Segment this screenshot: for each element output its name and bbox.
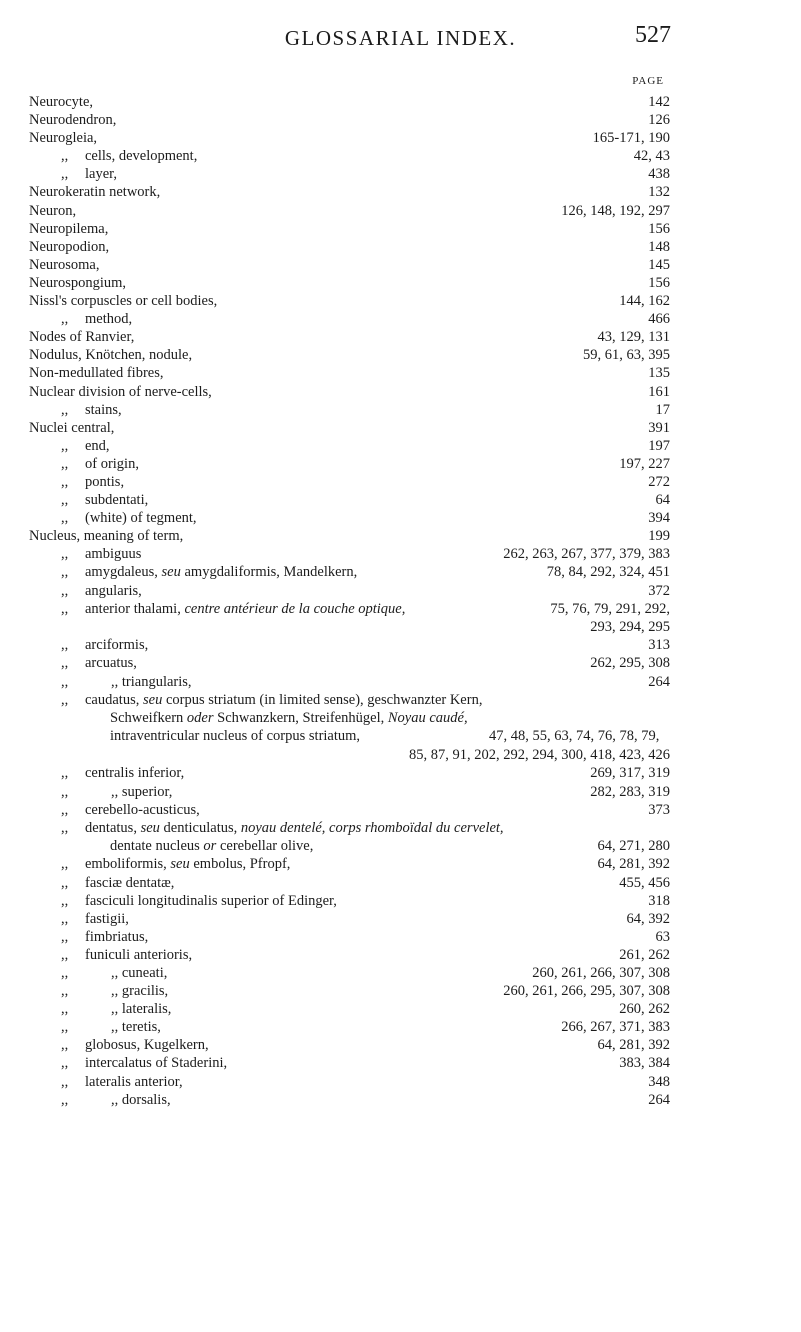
entry-pages: 293, 294, 295 — [590, 618, 670, 635]
entry-term: intercalatus of Staderini, — [85, 1055, 228, 1072]
entry-term: Nodes of Ranvier, — [29, 329, 135, 346]
entry-pages: 132 — [648, 184, 670, 201]
ditto-mark: ,, — [61, 510, 69, 527]
entry-term: Neurospongium, — [29, 274, 127, 291]
entry-pages: 394 — [648, 510, 670, 527]
ditto-mark: ,, — [61, 546, 69, 563]
index-entry — [0, 419, 801, 437]
ditto-mark: ,, — [61, 600, 69, 617]
index-entry — [0, 691, 801, 709]
ditto-mark: ,, — [61, 801, 69, 818]
entry-pages: 262, 263, 267, 377, 379, 383 — [503, 546, 670, 563]
ditto-mark: ,, — [61, 582, 69, 599]
entry-term: ,, triangularis, — [111, 673, 192, 690]
index-entry — [0, 165, 801, 183]
entry-term: dentate nucleus or cerebellar olive, — [110, 837, 314, 854]
index-entry — [0, 1054, 801, 1072]
entry-term: ,, lateralis, — [111, 1001, 172, 1018]
entry-pages: 126, 148, 192, 297 — [561, 202, 670, 219]
index-entry — [0, 455, 801, 473]
entry-pages: 373 — [648, 801, 670, 818]
ditto-mark: ,, — [61, 148, 69, 165]
ditto-mark: ,, — [61, 655, 69, 672]
entry-term: ,, gracilis, — [111, 983, 169, 1000]
index-entry — [0, 129, 801, 147]
entry-pages: 260, 262 — [619, 1001, 670, 1018]
entry-pages: 64, 281, 392 — [597, 856, 670, 873]
index-entry — [0, 727, 801, 746]
entry-term: fasciculi longitudinalis superior of Edinger, — [85, 892, 337, 909]
entry-pages: 17 — [655, 401, 670, 418]
ditto-mark: ,, — [61, 401, 69, 418]
entry-term: Nissl's corpuscles or cell bodies, — [29, 293, 218, 310]
entry-term: Nodulus, Knötchen, nodule, — [29, 347, 193, 364]
page-column-label: PAGE — [632, 75, 664, 87]
entry-pages: 318 — [648, 892, 670, 909]
index-entry — [0, 563, 801, 581]
entry-pages: 383, 384 — [619, 1055, 670, 1072]
entry-pages: 261, 262 — [619, 946, 670, 963]
entry-pages: 199 — [648, 528, 670, 545]
entry-pages: 142 — [648, 94, 670, 110]
entry-pages: 156 — [648, 220, 670, 237]
entry-pages: 262, 295, 308 — [590, 655, 670, 672]
index-entry — [0, 1000, 801, 1018]
index-entry — [0, 93, 801, 111]
entry-term: ,, superior, — [111, 783, 173, 800]
index-entry — [0, 709, 801, 728]
entry-term: arciformis, — [85, 637, 149, 654]
running-title: GLOSSARIAL INDEX. — [284, 26, 517, 50]
index-entry — [0, 328, 801, 346]
index-entry — [0, 183, 801, 201]
entry-term: end, — [85, 437, 110, 454]
index-entry — [0, 111, 801, 129]
ditto-mark: ,, — [61, 311, 69, 328]
entry-term: ,, dorsalis, — [111, 1091, 171, 1108]
index-entry — [0, 582, 801, 600]
ditto-mark: ,, — [61, 946, 69, 963]
index-entry — [0, 364, 801, 382]
index-entry — [0, 855, 801, 873]
entry-term: Neurokeratin network, — [29, 184, 161, 201]
index-entry — [0, 346, 801, 364]
entry-pages: 455, 456 — [619, 874, 670, 891]
entry-term: subdentati, — [85, 492, 149, 509]
entry-pages: 466 — [648, 311, 670, 328]
ditto-mark: ,, — [61, 492, 69, 509]
entry-pages: 156 — [648, 274, 670, 291]
index-entry — [0, 383, 801, 401]
entry-term: fimbriatus, — [85, 928, 149, 945]
entry-pages: 135 — [648, 365, 670, 382]
ditto-mark: ,, — [61, 437, 69, 454]
index-entry — [0, 310, 801, 328]
entry-pages: 47, 48, 55, 63, 74, 76, 78, 79, — [489, 728, 660, 745]
index-entry — [0, 527, 801, 545]
entry-term: method, — [85, 311, 133, 328]
ditto-mark: ,, — [61, 691, 69, 708]
ditto-mark: ,, — [61, 1055, 69, 1072]
ditto-mark: ,, — [61, 892, 69, 909]
ditto-mark: ,, — [61, 166, 69, 183]
entry-pages: 42, 43 — [633, 148, 670, 165]
ditto-mark: ,, — [61, 856, 69, 873]
entry-term: globosus, Kugelkern, — [85, 1037, 209, 1054]
index-entry — [0, 509, 801, 527]
entry-pages: 260, 261, 266, 295, 307, 308 — [503, 983, 670, 1000]
page-number: 527 — [635, 22, 671, 48]
entry-term: caudatus, seu corpus striatum (in limited sense), geschwanzter Kern, — [85, 691, 483, 708]
entry-pages: 43, 129, 131 — [597, 329, 670, 346]
entry-term: Neurogleia, — [29, 130, 98, 147]
index-entry — [0, 801, 801, 819]
index-entry — [0, 946, 801, 964]
index-entry — [0, 764, 801, 782]
index-entry — [0, 654, 801, 672]
ditto-mark: ,, — [61, 564, 69, 581]
ditto-mark: ,, — [61, 765, 69, 782]
entry-term: intraventricular nucleus of corpus striatum, — [110, 728, 361, 745]
ditto-mark: ,, — [61, 455, 69, 472]
ditto-mark: ,, — [61, 910, 69, 927]
entry-pages: 145 — [648, 256, 670, 273]
ditto-mark: ,, — [61, 874, 69, 891]
entry-pages: 391 — [648, 419, 670, 436]
index-entry — [0, 746, 801, 765]
ditto-mark: ,, — [61, 983, 69, 1000]
index-entry — [0, 819, 801, 837]
entry-term: ,, cuneati, — [111, 965, 168, 981]
entry-term: Neurosoma, — [29, 256, 100, 273]
index-entry — [0, 964, 801, 982]
entry-term: Neurocyte, — [29, 94, 94, 110]
index-entry — [0, 473, 801, 491]
entry-pages: 197, 227 — [619, 455, 670, 472]
index-entry — [0, 202, 801, 220]
entry-pages: 266, 267, 371, 383 — [561, 1019, 670, 1036]
entry-term: cerebello-acusticus, — [85, 801, 200, 818]
entry-pages: 148 — [648, 238, 670, 255]
index-entry — [0, 292, 801, 310]
entry-term: emboliformis, seu embolus, Pfropf, — [85, 856, 291, 873]
entry-term: fastigii, — [85, 910, 129, 927]
index-entry — [0, 892, 801, 910]
entry-pages: 260, 261, 266, 307, 308 — [532, 965, 670, 981]
index-entry — [0, 600, 801, 618]
entry-term: pontis, — [85, 473, 125, 490]
index-entry — [0, 545, 801, 563]
entry-term: Nuclear division of nerve-cells, — [29, 383, 212, 400]
entry-term: layer, — [85, 166, 118, 183]
entry-pages: 269, 317, 319 — [590, 765, 670, 782]
index-entries — [0, 93, 801, 1109]
entry-term: Neurodendron, — [29, 112, 117, 129]
entry-term: (white) of tegment, — [85, 510, 197, 527]
index-entry — [0, 673, 801, 691]
entry-pages: 438 — [648, 166, 670, 183]
entry-pages: 264 — [648, 673, 670, 690]
entry-pages: 348 — [648, 1073, 670, 1090]
index-entry — [0, 1036, 801, 1054]
ditto-mark: ,, — [61, 1091, 69, 1108]
ditto-mark: ,, — [61, 1001, 69, 1018]
index-entry — [0, 874, 801, 892]
entry-term: Neuropodion, — [29, 238, 110, 255]
entry-term: dentatus, seu denticulatus, noyau dentelé, corps rhomboïdal du cervelet, — [85, 819, 504, 836]
index-entry — [0, 982, 801, 1000]
entry-term: amygdaleus, seu amygdaliformis, Mandelkern, — [85, 564, 358, 581]
entry-term: Neuropilema, — [29, 220, 109, 237]
entry-pages: 75, 76, 79, 291, 292, — [550, 600, 670, 617]
entry-term: Nucleus, meaning of term, — [29, 528, 184, 545]
entry-pages: 64, 392 — [626, 910, 670, 927]
entry-pages: 64, 271, 280 — [597, 837, 670, 854]
entry-pages: 197 — [648, 437, 670, 454]
entry-term: fasciæ dentatæ, — [85, 874, 175, 891]
index-entry — [0, 274, 801, 292]
entry-pages: 264 — [648, 1091, 670, 1108]
index-entry — [0, 437, 801, 455]
entry-pages: 161 — [648, 383, 670, 400]
ditto-mark: ,, — [61, 1019, 69, 1036]
entry-term: centralis inferior, — [85, 765, 185, 782]
entry-pages: 59, 61, 63, 395 — [583, 347, 670, 364]
ditto-mark: ,, — [61, 637, 69, 654]
page-header — [0, 0, 801, 60]
entry-pages: 282, 283, 319 — [590, 783, 670, 800]
index-entry — [0, 238, 801, 256]
entry-term: Non-medullated fibres, — [29, 365, 164, 382]
entry-term: Schweifkern oder Schwanzkern, Streifenhügel, Noyau caudé, — [110, 709, 468, 726]
entry-pages: 272 — [648, 473, 670, 490]
entry-term: Nuclei central, — [29, 419, 115, 436]
entry-pages: 78, 84, 292, 324, 451 — [546, 564, 670, 581]
entry-term: funiculi anterioris, — [85, 946, 193, 963]
entry-term: Neuron, — [29, 202, 77, 219]
index-entry — [0, 783, 801, 801]
entry-pages: 165-171, 190 — [592, 130, 670, 147]
index-entry — [0, 256, 801, 274]
index-entry — [0, 1018, 801, 1036]
index-entry — [0, 1073, 801, 1091]
ditto-mark: ,, — [61, 1037, 69, 1054]
index-entry — [0, 220, 801, 238]
entry-pages: 372 — [648, 582, 670, 599]
entry-pages: 63 — [655, 928, 670, 945]
entry-pages: 64 — [655, 492, 670, 509]
entry-term: lateralis anterior, — [85, 1073, 183, 1090]
entry-term: cells, development, — [85, 148, 198, 165]
ditto-mark: ,, — [61, 928, 69, 945]
entry-pages: 126 — [648, 112, 670, 129]
entry-term: ,, teretis, — [111, 1019, 161, 1036]
ditto-mark: ,, — [61, 673, 69, 690]
entry-term: anterior thalami, centre antérieur de la couche optique, — [85, 600, 406, 617]
index-entry — [0, 401, 801, 419]
entry-term: of origin, — [85, 455, 139, 472]
index-entry — [0, 636, 801, 654]
index-entry — [0, 837, 801, 856]
entry-pages: 64, 281, 392 — [597, 1037, 670, 1054]
ditto-mark: ,, — [61, 819, 69, 836]
entry-pages: 313 — [648, 637, 670, 654]
ditto-mark: ,, — [61, 1073, 69, 1090]
ditto-mark: ,, — [61, 965, 69, 981]
index-entry — [0, 910, 801, 928]
index-entry — [0, 618, 801, 637]
entry-pages: 85, 87, 91, 202, 292, 294, 300, 418, 423, 426 — [409, 746, 670, 763]
entry-term: stains, — [85, 401, 122, 418]
entry-pages: 144, 162 — [619, 293, 670, 310]
entry-term: arcuatus, — [85, 655, 137, 672]
index-entry — [0, 1091, 801, 1109]
ditto-mark: ,, — [61, 473, 69, 490]
ditto-mark: ,, — [61, 783, 69, 800]
index-entry — [0, 147, 801, 165]
entry-term: angularis, — [85, 582, 142, 599]
entry-term: ambiguus — [85, 546, 142, 563]
index-entry — [0, 491, 801, 509]
index-entry — [0, 928, 801, 946]
